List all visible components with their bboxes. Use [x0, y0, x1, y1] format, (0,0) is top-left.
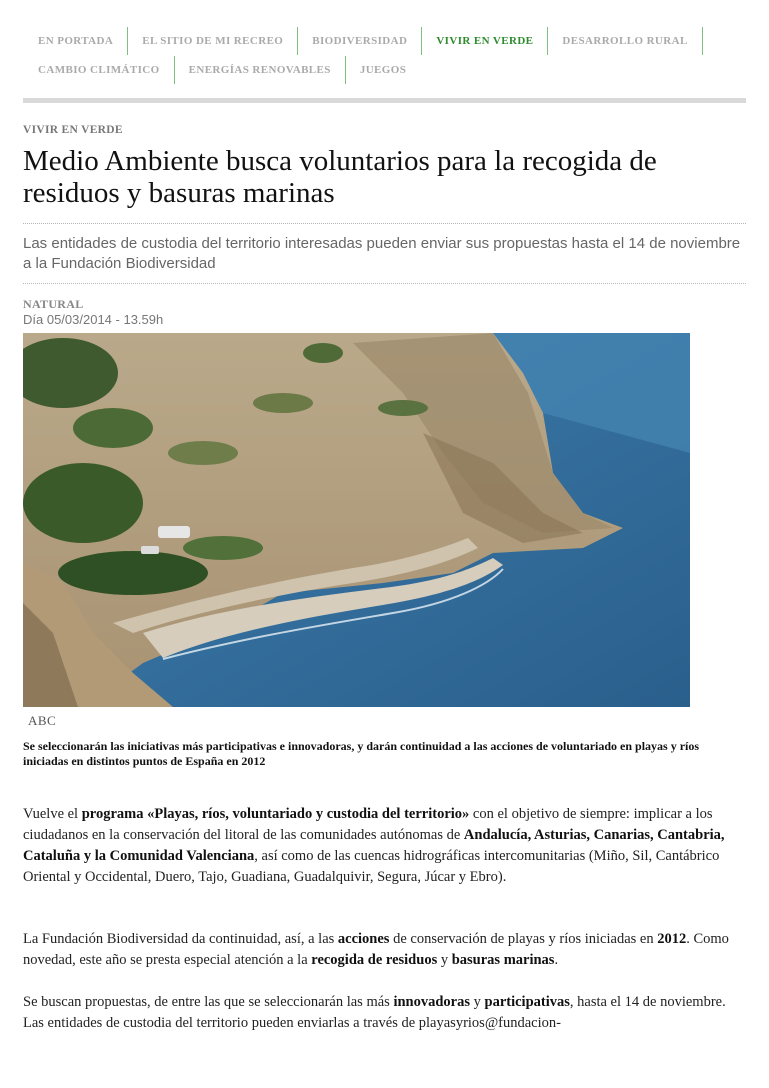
text-run: de conservación de playas y ríos iniciadas en [389, 931, 658, 947]
text-run: y [470, 994, 485, 1010]
nav-item-en-portada[interactable]: EN PORTADA [23, 27, 128, 55]
nav-item-desarrollo-rural[interactable]: DESARROLLO RURAL [548, 27, 702, 55]
nav-item-energias-renovables[interactable]: ENERGÍAS RENOVABLES [175, 56, 346, 84]
text-run: , así como de las cuencas hidrográficas intercomunitarias (Miño, Sil, Cantábrico Oriental y Occidental, Duero, Tajo, Guadiana, Guadalquivir, Segura, Júcar y Ebro). [23, 848, 720, 885]
text-run: Vuelve el [23, 806, 82, 822]
text-run: La Fundación Biodiversidad da continuidad, así, a las [23, 931, 338, 947]
nav-item-cambio-climatico[interactable]: CAMBIO CLIMÁTICO [23, 56, 175, 84]
text-run: . [554, 952, 559, 968]
bold-run: participativas [484, 994, 570, 1010]
divider [23, 283, 746, 284]
divider [23, 223, 746, 224]
section-label[interactable]: VIVIR EN VERDE [23, 124, 123, 136]
article-title: Medio Ambiente busca voluntarios para la recogida de residuos y basuras marinas [23, 145, 657, 209]
bold-run: innovadoras [393, 994, 470, 1010]
nav-item-vivir-en-verde[interactable]: VIVIR EN VERDE [422, 27, 548, 55]
bold-run: recogida de residuos [311, 952, 438, 968]
photo-credit: ABC [28, 713, 57, 728]
body-paragraph-3 [23, 992, 745, 1034]
article-photo [23, 333, 690, 707]
article-date: Día 05/03/2014 - 13.59h [23, 312, 164, 327]
text-run: , hasta el 14 de noviembre. Las entidades de custodia del territorio pueden enviarlas a través de playasyrios@fundacion- [23, 994, 726, 1031]
body-paragraph-2 [23, 929, 745, 971]
nav-item-biodiversidad[interactable]: BIODIVERSIDAD [298, 27, 422, 55]
text-run: Se buscan propuestas, de entre las que se seleccionarán las más [23, 994, 394, 1010]
nav-item-juegos[interactable]: JUEGOS [359, 64, 407, 76]
bold-run: 2012 [657, 931, 687, 947]
bold-run: programa «Playas, ríos, voluntariado y custodia del territorio» [81, 806, 470, 822]
text-run: . Como novedad, este año se presta especial atención a la [23, 931, 729, 968]
bold-run: Andalucía, Asturias, Canarias, Cantabria, Cataluña y la Comunidad Valenciana [23, 827, 725, 864]
bold-run: basuras marinas [451, 952, 555, 968]
body-paragraph-1 [23, 804, 745, 888]
coastal-cove-illustration [23, 333, 690, 707]
article-subtitle: Las entidades de custodia del territorio interesadas pueden enviar sus propuestas hasta el 14 de noviembre a la Fundación Biodiversidad [23, 235, 741, 272]
bold-run: acciones [337, 931, 390, 947]
nav-row-1 [23, 26, 703, 56]
nav-row-2 [23, 55, 420, 85]
text-run: con el objetivo de siempre: implicar a los ciudadanos en la conservación del litoral de las comunidades autónomas de [23, 806, 713, 843]
text-run: y [437, 952, 452, 968]
nav-item-el-sitio-de-mi-recreo[interactable]: EL SITIO DE MI RECREO [128, 27, 298, 55]
section-nav [23, 24, 746, 103]
photo-caption: Se seleccionarán las iniciativas más participativas e innovadoras, y darán continuidad a las acciones de voluntariado en playas y ríos iniciadas en distintos puntos de España en 2012 [23, 739, 700, 768]
article-category[interactable]: NATURAL [23, 297, 84, 311]
